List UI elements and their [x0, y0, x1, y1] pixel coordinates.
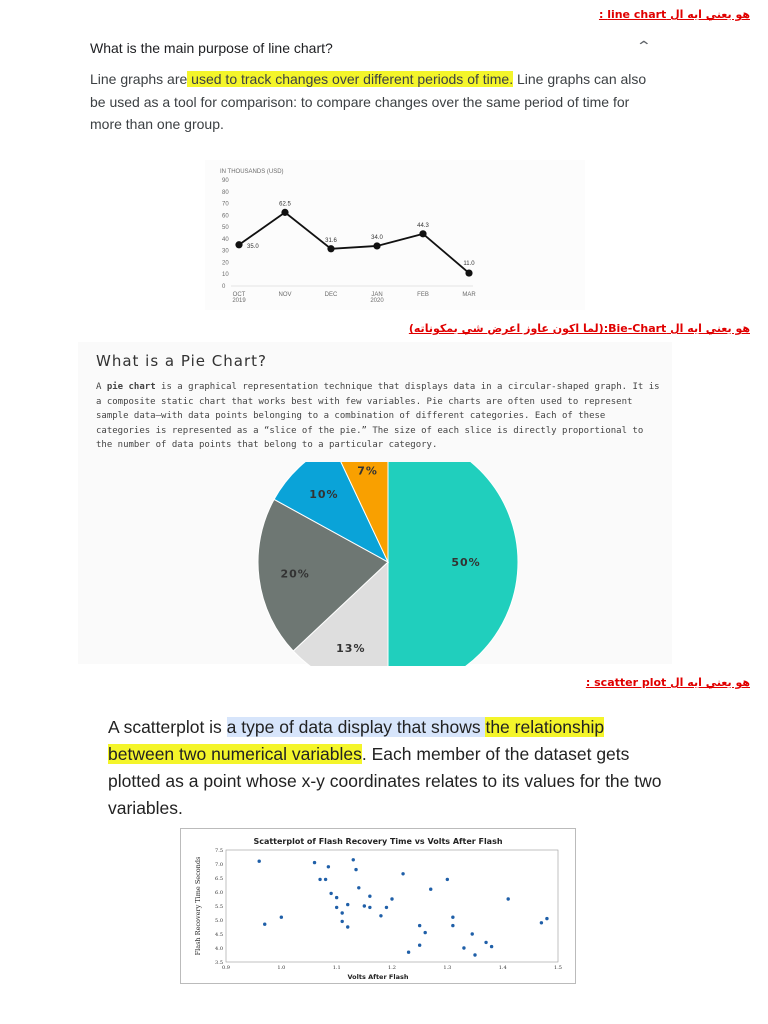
pie-desc-start: A: [96, 382, 107, 392]
scatter-desc-blue-highlight: a type of data display that shows: [226, 717, 486, 737]
scatter-point: [368, 906, 371, 909]
scatter-point: [346, 903, 349, 906]
scatter-title: Scatterplot of Flash Recovery Time vs Volts After Flash: [253, 837, 503, 846]
scatter-point: [490, 945, 493, 948]
scatter-desc-rest: . Each member of the dataset gets plotted as a point whose x-y coordinates relates to its values for the two variables.: [108, 744, 662, 818]
scatter-point: [385, 906, 388, 909]
scatter-ytick-label: 7.0: [215, 861, 223, 868]
line-xtick-label: FEB: [417, 292, 429, 298]
scatter-point: [318, 878, 321, 881]
scatter-xtick-label: 1.5: [554, 965, 562, 971]
section-heading-pie-chart: هو يعني ايه ال Bie-Chart:(لما اكون عاوز اعرض شي بمكوناته): [408, 322, 750, 335]
line-ytick-label: 60: [222, 213, 229, 220]
scatter-point: [462, 946, 465, 949]
scatter-point: [446, 878, 449, 881]
scatter-point: [352, 858, 355, 861]
scatter-frame: [181, 829, 576, 984]
scatter-description: [108, 714, 668, 822]
line-point: [281, 209, 288, 216]
line-data-label: 34.0: [371, 234, 383, 241]
scatter-xtick-label: 1.2: [388, 965, 396, 971]
scatter-point: [451, 924, 454, 927]
faq-answer: [90, 68, 660, 136]
scatter-point: [258, 860, 261, 863]
scatter-point: [341, 911, 344, 914]
pie-title: What is a Pie Chart?: [96, 352, 267, 370]
scatter-point: [507, 897, 510, 900]
scatter-point: [545, 917, 548, 920]
line-point: [373, 242, 380, 249]
line-ytick-label: 0: [222, 284, 226, 290]
line-xtick-sublabel: 2019: [232, 298, 246, 304]
scatter-point: [424, 931, 427, 934]
chevron-up-icon[interactable]: ⌃: [635, 38, 653, 54]
scatter-point: [401, 872, 404, 875]
scatter-point: [407, 951, 410, 954]
scatter-xtick-label: 1.3: [443, 965, 452, 971]
scatter-xtick-label: 1.0: [277, 965, 286, 971]
pie-slice-label: 10%: [309, 487, 339, 501]
line-xtick-label: MAR: [462, 292, 476, 298]
scatter-ytick-label: 4.5: [215, 931, 223, 938]
scatter-ytick-label: 7.5: [215, 847, 223, 854]
line-data-label: 31.6: [325, 237, 337, 244]
pie-chart: [250, 462, 530, 666]
scatter-ytick-label: 5.5: [215, 903, 223, 910]
faq-question[interactable]: What is the main purpose of line chart?: [90, 40, 333, 56]
scatter-point: [263, 923, 266, 926]
line-xtick-label: OCT: [232, 292, 246, 298]
line-ytick-label: 20: [222, 260, 229, 267]
scatter-point: [335, 896, 338, 899]
line-point: [327, 245, 334, 252]
scatter-point: [418, 924, 421, 927]
pie-description: [96, 380, 664, 453]
line-chart: [205, 160, 585, 310]
scatter-point: [473, 953, 476, 956]
line-point: [235, 241, 242, 248]
line-chart-ylabel: IN THOUSANDS (USD): [220, 169, 284, 175]
scatter-point: [327, 865, 330, 868]
faq-answer-highlight: used to track changes over different periods of time.: [187, 71, 514, 87]
line-data-label: 44.3: [417, 222, 429, 229]
scatter-point: [357, 886, 360, 889]
line-xtick-label: NOV: [278, 292, 292, 298]
line-xtick-label: JAN: [371, 292, 383, 298]
line-ytick-label: 40: [222, 236, 229, 243]
scatter-point: [429, 888, 432, 891]
scatter-point: [329, 892, 332, 895]
scatter-xtick-label: 1.1: [332, 965, 341, 971]
line-data-label: 35.0: [247, 243, 259, 250]
faq-answer-start: Line graphs are: [90, 71, 188, 87]
scatter-desc-yellow-highlight: the relationship between two numerical variables: [108, 717, 605, 764]
scatter-point: [313, 861, 316, 864]
line-ytick-label: 10: [222, 272, 229, 279]
scatter-point: [280, 916, 283, 919]
scatter-point: [418, 944, 421, 947]
scatter-ytick-label: 4.0: [215, 945, 223, 952]
section-heading-line-chart: هو يعني ايه ال line chart :: [598, 8, 750, 21]
scatter-point: [471, 932, 474, 935]
scatter-point: [324, 878, 327, 881]
scatter-ytick-label: 6.5: [215, 875, 223, 882]
line-data-label: 11.0: [463, 261, 475, 268]
pie-slice-label: 20%: [280, 567, 310, 581]
scatter-point: [363, 904, 366, 907]
line-chart-background: [205, 160, 585, 310]
scatter-point: [346, 925, 349, 928]
scatter-point: [335, 906, 338, 909]
pie-desc-rest: is a graphical representation technique that displays data in a circular-shaped graph. It is a composite static chart that works best with few variables. Pie charts are often used to represent sample data—with data points belonging to a combination of different categories. Each of these categories is represented as a “slice of the pie.” The size of each slice is directly proportional to the number of data points that belong to a particular category.: [96, 382, 660, 450]
line-data-label: 62.5: [279, 201, 291, 208]
scatter-xlabel: Volts After Flash: [347, 973, 409, 981]
faq-answer-end: Line graphs can also be used as a tool for comparison: to compare changes over the same period of time for more than one group.: [90, 71, 647, 132]
scatter-ytick-label: 5.0: [215, 917, 223, 924]
line-point: [465, 269, 472, 276]
line-ytick-label: 50: [222, 225, 229, 232]
scatter-point: [354, 868, 357, 871]
line-ytick-label: 90: [222, 178, 229, 184]
line-xtick-sublabel: 2020: [370, 298, 384, 304]
scatter-desc-start: A scatterplot is: [108, 717, 227, 737]
line-ytick-label: 30: [222, 248, 229, 255]
scatter-xtick-label: 1.4: [498, 965, 507, 971]
line-ytick-label: 70: [222, 201, 229, 208]
pie-slice-label: 7%: [357, 464, 378, 478]
scatter-point: [540, 921, 543, 924]
line-ytick-label: 80: [222, 189, 229, 196]
scatter-point: [484, 941, 487, 944]
scatter-point: [451, 916, 454, 919]
scatter-ytick-label: 6.0: [215, 889, 223, 896]
pie-slice-label: 50%: [451, 556, 481, 569]
scatter-chart: [180, 828, 576, 984]
line-xtick-label: DEC: [324, 292, 338, 298]
pie-desc-bold: pie chart: [106, 382, 156, 392]
scatter-ytick-label: 3.5: [215, 959, 223, 966]
scatter-point: [368, 895, 371, 898]
scatter-xtick-label: 0.9: [222, 965, 230, 971]
pie-slice-label: 13%: [336, 641, 366, 655]
line-point: [419, 230, 426, 237]
scatter-point: [379, 914, 382, 917]
scatter-point: [390, 897, 393, 900]
section-heading-scatter: هو يعني ايه ال scatter plot :: [585, 676, 750, 689]
scatter-point: [341, 920, 344, 923]
scatter-ylabel: Flash Recovery Time Seconds: [194, 856, 202, 956]
